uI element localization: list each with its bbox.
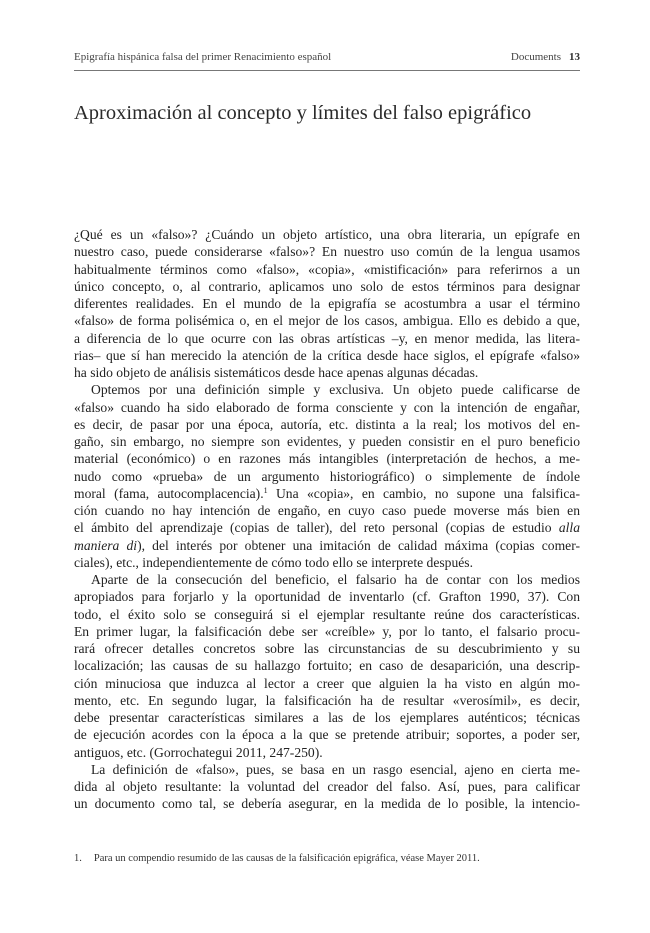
text-line: «falso» cuando ha sido elaborado de forma consciente y con la intención de engañar,	[74, 399, 580, 415]
footnote-text: Para un compendio resumido de las causas de la falsificación epigráfica, véase Mayer 2011.	[93, 853, 480, 864]
chapter-title: Aproximación al concepto y límites del falso epigráfico	[74, 102, 532, 124]
text-line: gaño, sin embargo, no siempre son evidentes, y pueden consistir en el puro beneficio	[74, 434, 580, 449]
running-head	[74, 51, 580, 67]
text-line: La definición de «falso», pues, se basa en un rasgo esencial, ajeno en cierta me-	[91, 761, 580, 777]
italic-segment: maniera di	[74, 537, 138, 553]
footnote-ref[interactable]: 1	[263, 485, 268, 495]
text-line: Aparte de la consecución del beneficio, el falsario ha de contar con los medios	[91, 572, 580, 587]
text-line: En primer lugar, la falsificación debe ser «creíble» y, por lo tanto, el falsario procu-	[74, 623, 580, 639]
text-line-with-footnote	[74, 485, 580, 502]
section-label: Documents	[510, 51, 561, 63]
text-line: todo, el éxito solo se conseguirá si el ejemplar resultante reúne dos características.	[74, 606, 580, 622]
text-line: nuestro caso, puede considerarse «falso»? En nuestro uso común de la lengua usamos	[74, 244, 580, 260]
footnote	[74, 853, 480, 864]
text-line: Optemos por una definición simple y exclusiva. Un objeto puede calificarse de	[91, 382, 580, 398]
text-line: habitualmente términos como «falso», «copia», «mistificación» para referirnos a un	[74, 261, 580, 277]
text-line: diferentes realidades. En el mundo de la epigrafía se acostumbra a usar el término	[74, 296, 580, 311]
text-line: mento, etc. En segundo lugar, la falsificación ha de resultar «verosímil», es decir,	[74, 692, 580, 708]
text-segment: el ámbito del aprendizaje (copias de taller), del reto personal (copias de estudio	[74, 520, 559, 536]
footnote-number: 1.	[74, 853, 82, 864]
text-line: antiguos, etc. (Gorrochategui 2011, 247-250).	[74, 744, 323, 760]
text-line: es decir, de pasar por una época, autoría, etc. distinta a la real; los motivos del en-	[74, 416, 580, 432]
text-line: rias– que sí han merecido la atención de la crítica desde hace siglos, el epígrafe «falso»	[74, 347, 580, 363]
text-line: material (económico) o en razones más intangibles (interpretación de hechos, a me-	[74, 451, 580, 467]
italic-segment: alla	[558, 520, 580, 536]
text-line	[74, 519, 580, 536]
text-line: localización; las causas de su hallazgo fortuito; en caso de desaparición, una descrip-	[74, 658, 580, 674]
running-head-right	[511, 51, 580, 63]
text-line: único concepto, o, al contrario, aplicamos uno solo de estos términos para designar	[74, 278, 580, 294]
header-rule	[74, 70, 580, 71]
text-line: un documento como tal, se debería asegurar, en la medida de lo posible, la intencio-	[74, 796, 580, 812]
text-line: debe presentar características similares a las de los ejemplares auténticos; técnicas	[74, 710, 580, 725]
running-title: Epigrafía hispánica falsa del primer Renacimiento español	[74, 51, 332, 63]
text-line: dida al objeto resultante: la voluntad del creador del falso. Así, pues, para calificar	[74, 779, 580, 794]
text-segment: Una «copia», en cambio, no supone una falsifica-	[267, 485, 580, 501]
text-line: ha sido objeto de análisis sistemáticos desde hace apenas algunas décadas.	[74, 365, 479, 380]
page-number: 13	[569, 51, 580, 63]
body-text	[74, 226, 580, 813]
text-line: de ejecución acordes con la época a la que se pretende atribuir; soportes, a poder ser,	[74, 727, 580, 743]
text-line: «falso» de forma polisémica o, en el mejor de los casos, ambigua. Ello es debido a que,	[74, 313, 580, 329]
text-line: a diferencia de lo que ocurre con las obras artísticas –y, en menor medida, las litera-	[74, 330, 580, 346]
text-line: ciales), etc., independientemente de cómo todo ello se interprete después.	[74, 554, 473, 570]
text-line	[74, 537, 580, 554]
text-line: ción cuando no hay intención de engaño, en cuyo caso puede moverse más bien en	[74, 503, 580, 518]
text-line: nudo como «prueba» de un argumento historiográfico) o simplemente de índole	[74, 468, 580, 484]
text-line: ción minuciosa que induzca al lector a creer que alguien la ha visto en algún mo-	[74, 675, 580, 691]
text-segment: moral (fama, autocomplacencia).	[74, 485, 264, 501]
text-line: ¿Qué es un «falso»? ¿Cuándo un objeto artístico, una obra literaria, un epígrafe en	[74, 227, 580, 242]
text-line: rará ofrecer detalles concretos sobre las circunstancias de su descubrimiento y su	[74, 641, 580, 656]
text-line: apropiados para forjarlo y la oportunidad de inventarlo (cf. Grafton 1990, 37). Con	[74, 589, 580, 605]
text-segment: ), del interés por obtener una imitación de calidad máxima (copias comer-	[137, 537, 580, 553]
